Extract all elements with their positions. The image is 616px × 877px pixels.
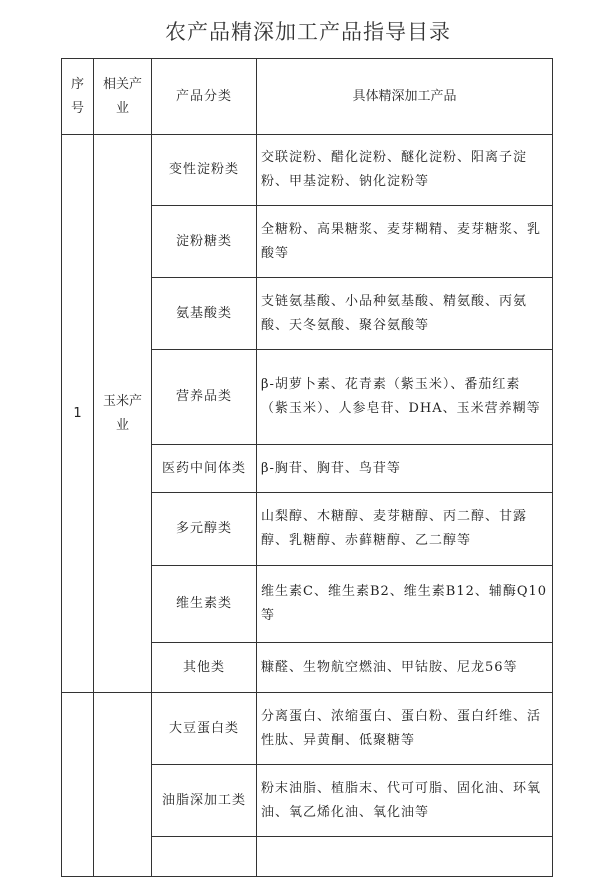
header-serial-number: 序 号 — [62, 59, 94, 135]
category-cell: 变性淀粉类 — [152, 135, 257, 206]
industry-cell: 玉米产 业 — [94, 135, 152, 693]
products-cell: 分离蛋白、浓缩蛋白、蛋白粉、蛋白纤维、活性肽、异黄酮、低聚糖等 — [257, 693, 553, 765]
products-cell: 维生素C、维生素B2、维生素B12、辅酶Q10等 — [257, 566, 553, 643]
serial-number-cell — [62, 693, 94, 877]
category-cell: 维生素类 — [152, 566, 257, 643]
category-cell: 营养品类 — [152, 350, 257, 445]
serial-number-cell: 1 — [62, 135, 94, 693]
category-cell: 氨基酸类 — [152, 278, 257, 350]
products-cell: 粉末油脂、植脂末、代可可脂、固化油、环氧油、氧乙烯化油、氧化油等 — [257, 765, 553, 837]
category-cell: 油脂深加工类 — [152, 765, 257, 837]
products-cell: β-胡萝卜素、花青素（紫玉米）、番茄红素（紫玉米）、人参皂苷、DHA、玉米营养糊等 — [257, 350, 553, 445]
products-cell: 糠醛、生物航空燃油、甲钴胺、尼龙56等 — [257, 643, 553, 693]
category-cell: 其他类 — [152, 643, 257, 693]
category-cell: 医药中间体类 — [152, 445, 257, 493]
header-industry: 相关产 业 — [94, 59, 152, 135]
page-title: 农产品精深加工产品指导目录 — [165, 20, 451, 44]
products-cell: 支链氨基酸、小品种氨基酸、精氨酸、丙氨酸、天冬氨酸、聚谷氨酸等 — [257, 278, 553, 350]
table-header-row — [62, 59, 553, 135]
category-cell: 大豆蛋白类 — [152, 693, 257, 765]
catalog-table — [61, 58, 553, 877]
products-cell: β-胸苷、胸苷、鸟苷等 — [257, 445, 553, 493]
header-category: 产品分类 — [152, 59, 257, 135]
industry-cell — [94, 693, 152, 877]
products-cell: 交联淀粉、醋化淀粉、醚化淀粉、阳离子淀粉、甲基淀粉、钠化淀粉等 — [257, 135, 553, 206]
category-cell: 多元醇类 — [152, 493, 257, 566]
table-row — [62, 135, 553, 206]
category-cell: 淀粉糖类 — [152, 206, 257, 278]
header-products: 具体精深加工产品 — [257, 59, 553, 135]
products-cell: 山梨醇、木糖醇、麦芽糖醇、丙二醇、甘露醇、乳糖醇、赤藓糖醇、乙二醇等 — [257, 493, 553, 566]
products-cell: 全糖粉、高果糖浆、麦芽糊精、麦芽糖浆、乳酸等 — [257, 206, 553, 278]
table-row — [62, 693, 553, 765]
